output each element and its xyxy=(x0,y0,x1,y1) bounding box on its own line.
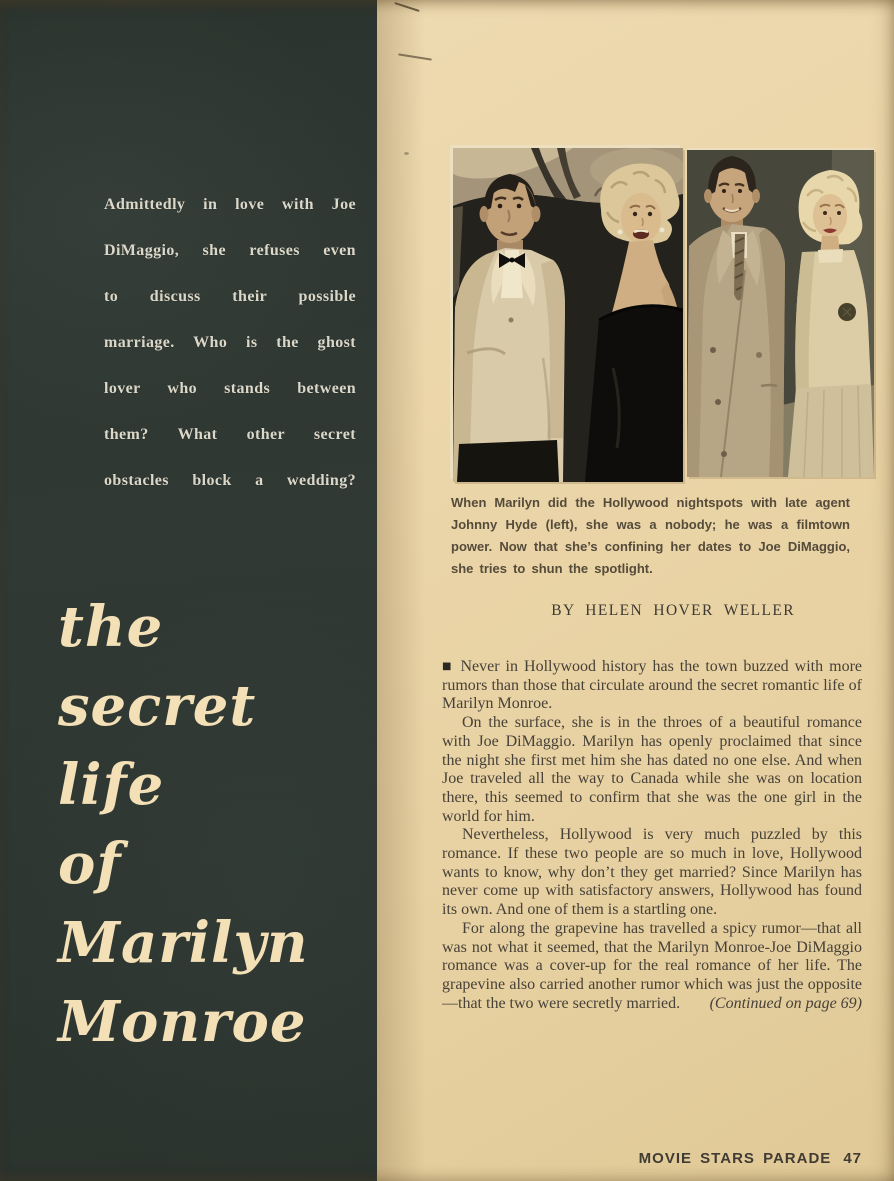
scan-scratch-mark xyxy=(398,53,432,60)
intro-line: to discuss their possible xyxy=(104,288,356,305)
title-line: secret xyxy=(58,673,257,739)
left-photo-illustration xyxy=(453,148,683,482)
title-line: of xyxy=(58,831,122,897)
intro-line: obstacles block a wedding? xyxy=(104,472,356,489)
continued-note: (Continued on page 69) xyxy=(709,994,862,1012)
title-line: the xyxy=(58,594,164,660)
paragraph xyxy=(442,920,862,1014)
intro-line: Admittedly in love with Joe xyxy=(104,196,356,213)
intro-line: lover who stands between xyxy=(104,380,356,397)
title-line: Marilyn xyxy=(58,910,309,976)
right-photo-illustration xyxy=(687,150,874,477)
byline: BY HELEN HOVER WELLER xyxy=(551,602,795,619)
intro-line: marriage. Who is the ghost xyxy=(104,334,356,351)
scan-speck xyxy=(404,152,409,155)
paragraph xyxy=(442,658,862,714)
page-footer xyxy=(560,1150,862,1167)
intro-line: DiMaggio, she refuses even xyxy=(104,242,356,259)
title-line: life xyxy=(58,752,165,818)
paragraph: On the surface, she is in the throes of a beautiful romance with Joe DiMaggio. Marilyn has openly proclaimed that since the night she first met him she has dated no one else. And when Joe traveled all the way to Canada while she was on location there, this seemed to confirm that she was the one girl in the world for him. xyxy=(442,714,862,825)
page-gutter-shadow xyxy=(377,0,425,1181)
scan-scratch-mark xyxy=(394,2,419,12)
sidebar-panel xyxy=(0,0,377,1181)
paragraph-bullet: ■ xyxy=(442,661,454,672)
title-line: Monroe xyxy=(58,989,307,1055)
article-title xyxy=(58,588,309,1062)
paragraph-text: For along the grapevine has travelled a spicy rumor—that all was not what it seemed, that the Marilyn Monroe-Joe DiMaggio romance was a cover-up for the real romance of her life. The grapevine also carried another rumor which was just the opposite—that the two were secretly married. xyxy=(442,919,862,1012)
intro-line: them? What other secret xyxy=(104,426,356,443)
page-number: 47 xyxy=(843,1150,862,1167)
paragraph-text: Never in Hollywood history has the town buzzed with more rumors than those that circulate around the secret romantic life of Marilyn Monroe. xyxy=(442,658,863,713)
photo-joe-dimaggio-marilyn xyxy=(687,150,874,477)
article-body xyxy=(442,658,862,1013)
photo-caption: When Marilyn did the Hollywood nightspots with late agent Johnny Hyde (left), she was a nobody; he was a filmtown power. Now that she’s confining her dates to Joe DiMaggio, she tries to shun the spotlight. xyxy=(451,495,850,576)
magazine-name: MOVIE STARS PARADE xyxy=(638,1150,832,1167)
intro-blurb xyxy=(104,182,356,504)
photo-marilyn-johnny-hyde xyxy=(453,148,683,482)
paragraph: Nevertheless, Hollywood is very much puzzled by this romance. If these two people are so much in love, Hollywood wants to know, why don’t they get married? Since Marilyn has never come up with satisfactory answers, Hollywood has found its own. And one of them is a startling one. xyxy=(442,826,862,919)
